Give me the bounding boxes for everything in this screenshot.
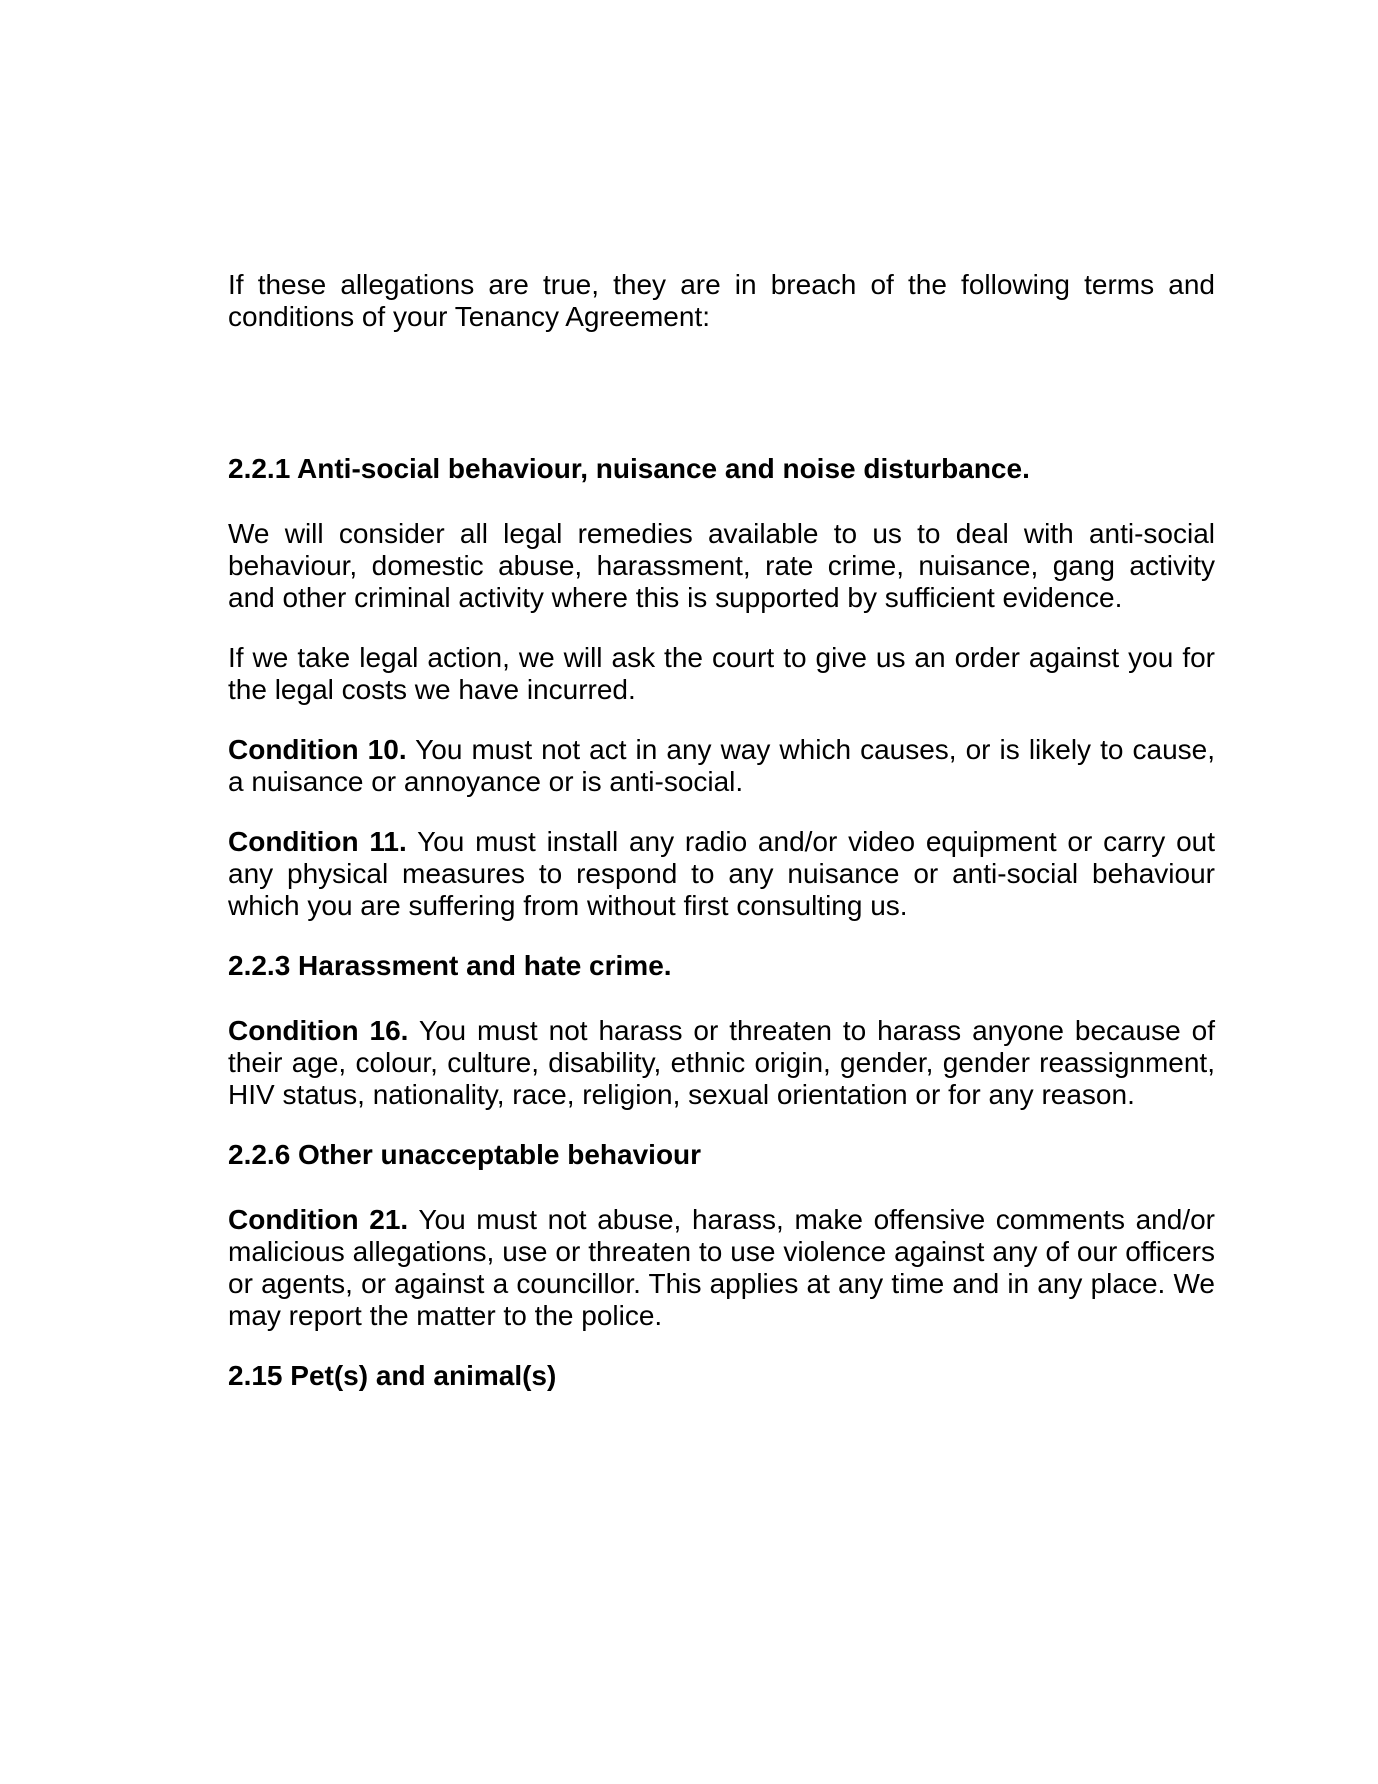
condition-21-label: Condition 21. — [228, 1204, 409, 1235]
condition-11-label: Condition 11. — [228, 826, 407, 857]
condition-11-text: You must install any radio and/or video equipment or carry out any physical measures to respond to any nuisance or anti-social behaviour which you are suffering from without first consulting us. — [228, 826, 1215, 921]
intro-paragraph: If these allegations are true, they are in breach of the following terms and conditions of your Tenancy Agreement: — [228, 269, 1215, 332]
condition-16-label: Condition 16. — [228, 1015, 409, 1046]
section-heading-pets-animals: 2.15 Pet(s) and animal(s) — [228, 1360, 557, 1391]
section-heading-harassment: 2.2.3 Harassment and hate crime. — [228, 950, 672, 981]
paragraph-legal-remedies: We will consider all legal remedies available to us to deal with anti-social behaviour, domestic abuse, harassment, rate crime, nuisance, gang activity and other criminal activity where this is supported by sufficient evidence. — [228, 518, 1215, 613]
paragraph-condition-16 — [228, 1015, 1215, 1111]
section-heading-anti-social: 2.2.1 Anti-social behaviour, nuisance and noise disturbance. — [228, 453, 1030, 484]
condition-10-text: You must not act in any way which causes, or is likely to cause, a nuisance or annoyance or is anti-social. — [228, 734, 1216, 797]
paragraph-condition-21 — [228, 1204, 1215, 1332]
condition-10-label: Condition 10. — [228, 734, 407, 765]
section-heading-other-unacceptable: 2.2.6 Other unacceptable behaviour — [228, 1139, 702, 1170]
paragraph-condition-11 — [228, 826, 1215, 922]
paragraph-legal-action: If we take legal action, we will ask the court to give us an order against you for the legal costs we have incurred. — [228, 642, 1215, 705]
paragraph-condition-10 — [228, 734, 1215, 798]
condition-16-text: You must not harass or threaten to harass anyone because of their age, colour, culture, disability, ethnic origin, gender, gender reassignment, HIV status, nationality, race, religion, sexual orientation or for any reason. — [228, 1015, 1215, 1110]
condition-21-text: You must not abuse, harass, make offensive comments and/or malicious allegations, use or threaten to use violence against any of our officers or agents, or against a councillor. This applies at any time and in any place. We may report the matter to the police. — [228, 1204, 1216, 1331]
